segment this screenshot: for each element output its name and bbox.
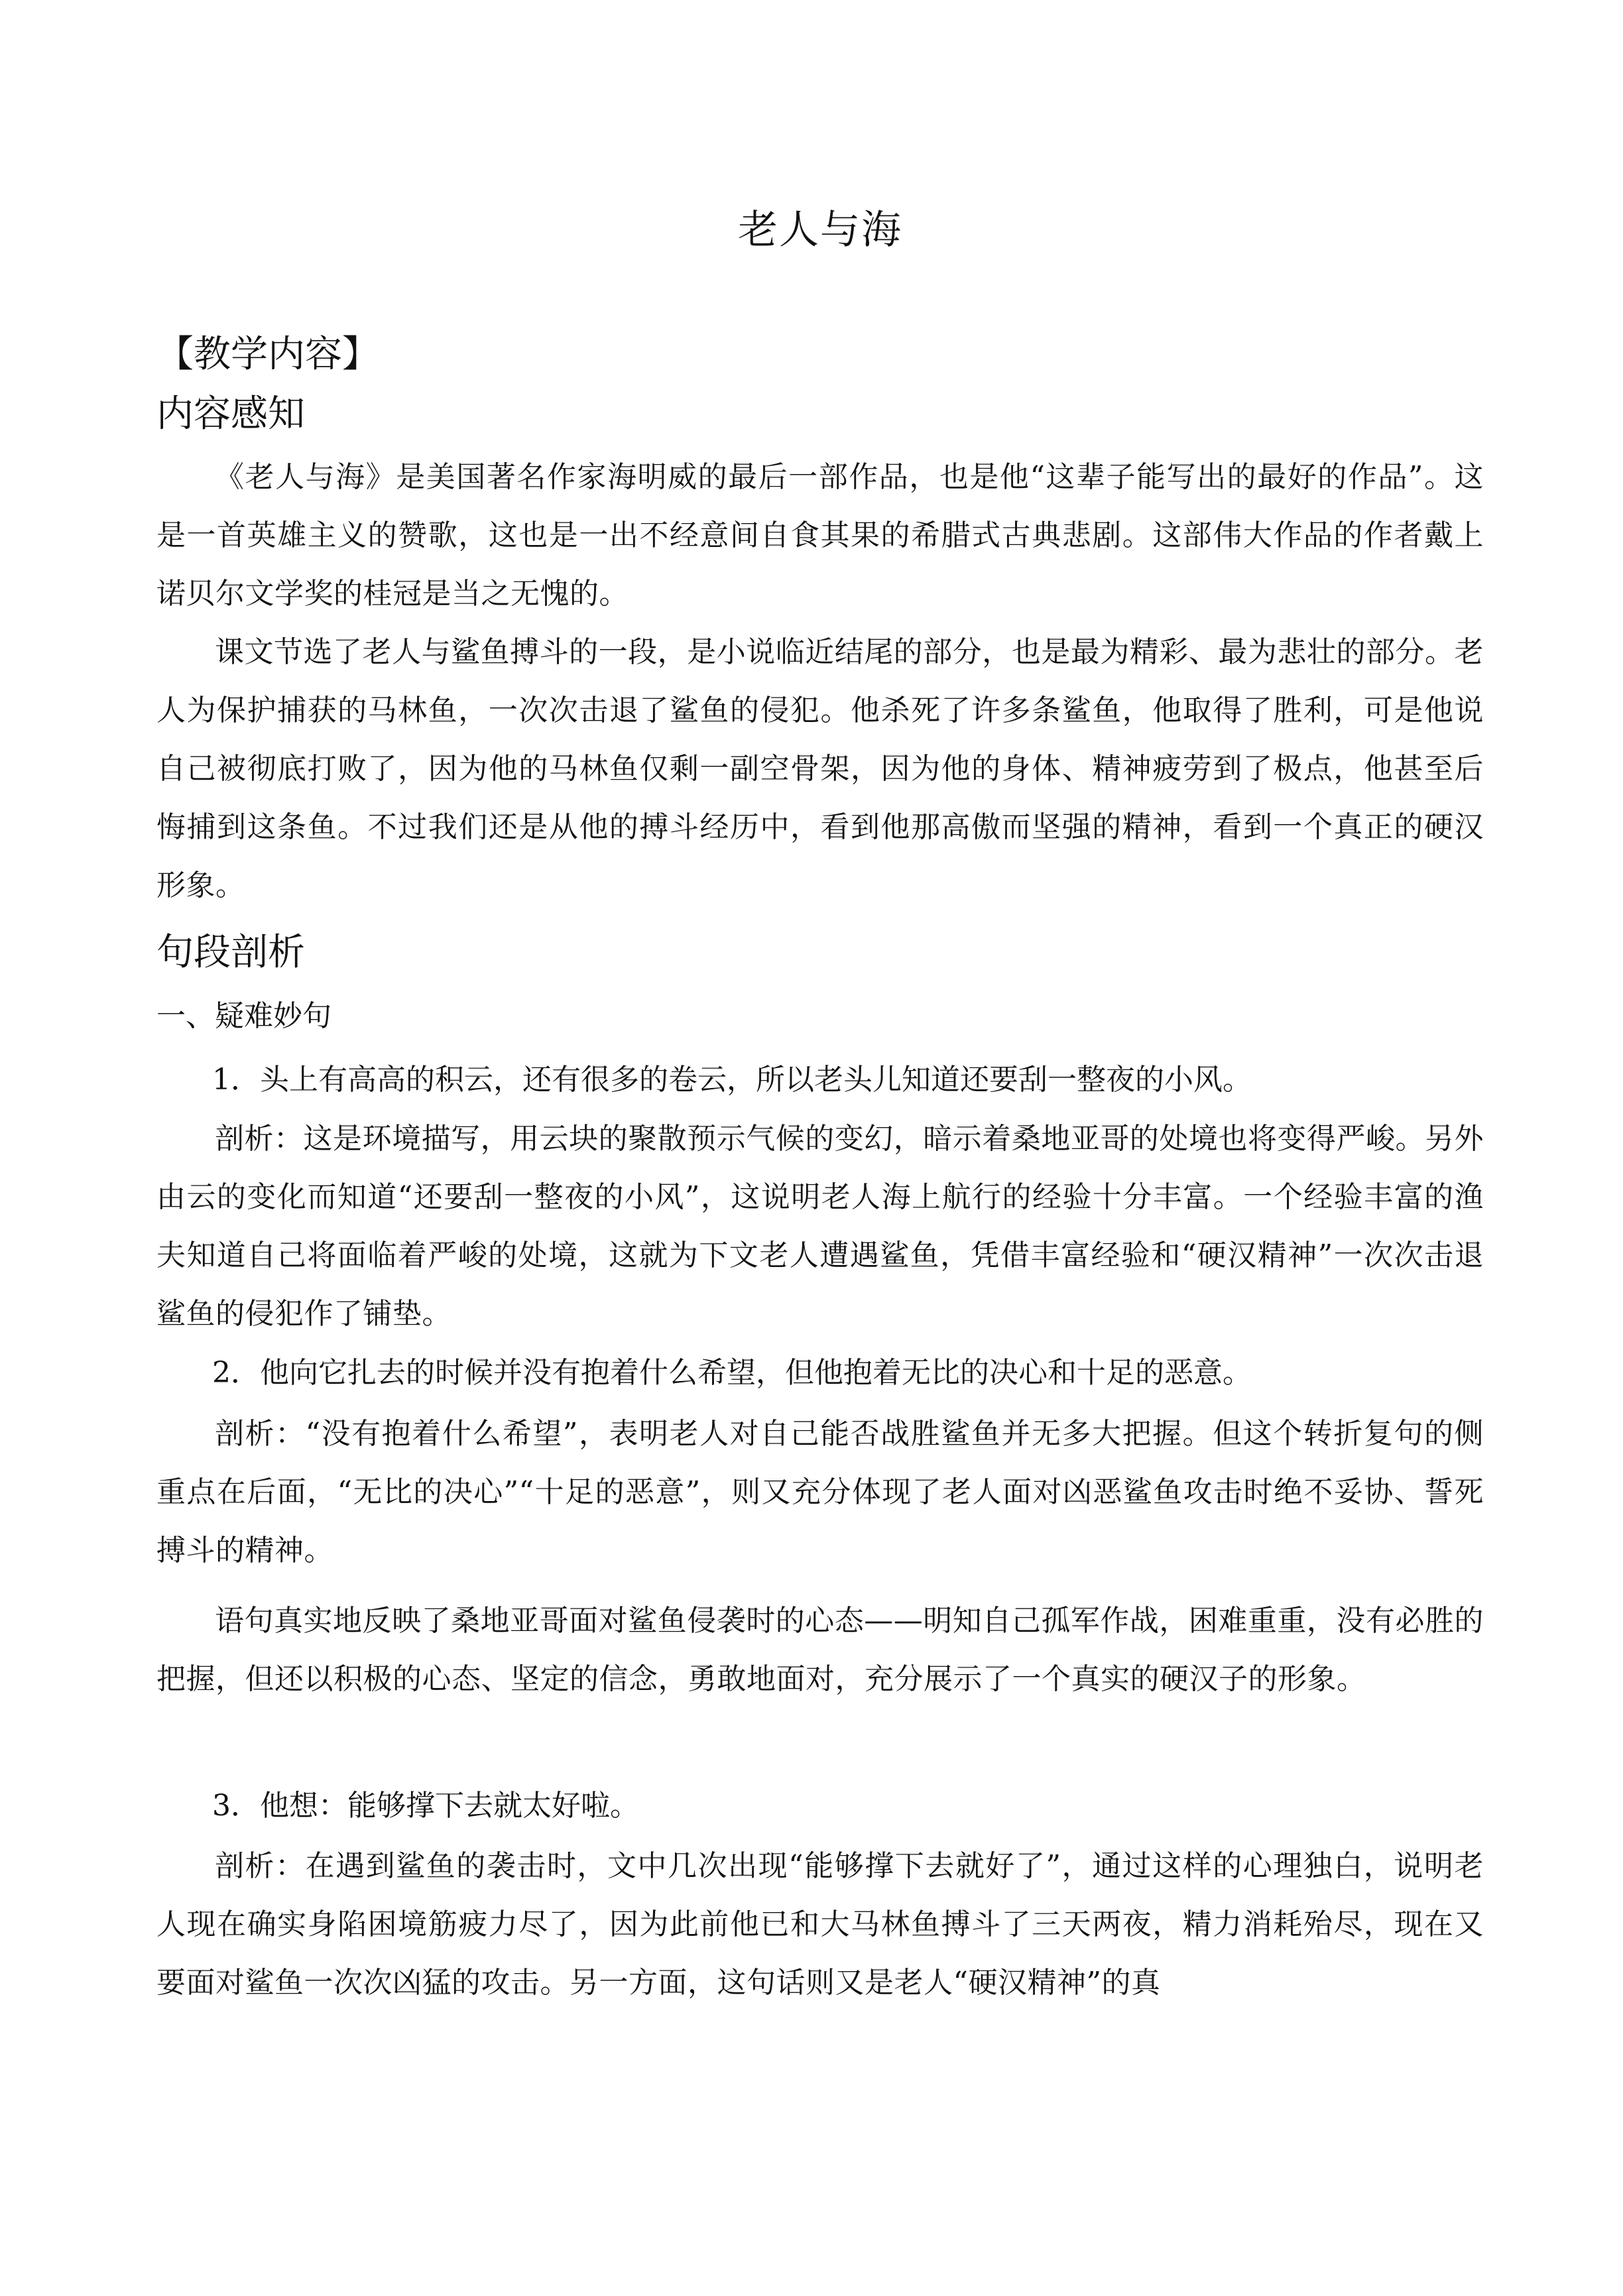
- sentence-2: 2．他向它扎去的时候并没有抱着什么希望，但他抱着无比的决心和十足的恶意。: [212, 1356, 1252, 1390]
- paragraph-intro: 《老人与海》是美国著名作家海明威的最后一部作品，也是他“这辈子能写出的最好的作品”。这是一首英雄主义的赞歌，这也是一出不经意间自食其果的希腊式古典悲剧。这部伟大作品的作者戴上诺贝尔文学奖的桂冠是当之无愧的。: [156, 460, 1484, 611]
- heading-sentence-analysis: 句段剖析: [156, 931, 305, 974]
- analysis-3: 剖析：在遇到鲨鱼的袭击时，文中几次出现“能够撑下去就好了”，通过这样的心理独白，说明老人现在确实身陷困境筋疲力尽了，因为此前他已和大马林鱼搏斗了三天两夜，精力消耗殆尽，现在又要面对鲨鱼一次次凶猛的攻击。另一方面，这句话则又是老人“硬汉精神”的真: [156, 1849, 1484, 2000]
- analysis-2-extra: 语句真实地反映了桑地亚哥面对鲨鱼侵袭时的心态——明知自己孤军作战，困难重重，没有必胜的把握，但还以积极的心态、坚定的信念，勇敢地面对，充分展示了一个真实的硬汉子的形象。: [156, 1604, 1484, 1696]
- analysis-2: 剖析：“没有抱着什么希望”，表明老人对自己能否战胜鲨鱼并无多大把握。但这个转折复句的侧重点在后面，“无比的决心”“十足的恶意”，则又充分体现了老人面对凶恶鲨鱼攻击时绝不妥协、誓死搏斗的精神。: [156, 1417, 1484, 1567]
- document-title: 老人与海: [738, 207, 902, 253]
- heading-difficult-sentences: 一、疑难妙句: [156, 999, 331, 1033]
- heading-content-perception: 内容感知: [156, 393, 305, 436]
- paragraph-excerpt-summary: 课文节选了老人与鲨鱼搏斗的一段，是小说临近结尾的部分，也是最为精彩、最为悲壮的部分。老人为保护捕获的马林鱼，一次次击退了鲨鱼的侵犯。他杀死了许多条鲨鱼，他取得了胜利，可是他说自己被彻底打败了，因为他的马林鱼仅剩一副空骨架，因为他的身体、精神疲劳到了极点，他甚至后悔捕到这条鱼。不过我们还是从他的搏斗经历中，看到他那高傲而坚强的精神，看到一个真正的硬汉形象。: [156, 635, 1484, 902]
- analysis-1: 剖析：这是环境描写，用云块的聚散预示气候的变幻，暗示着桑地亚哥的处境也将变得严峻。另外由云的变化而知道“还要刮一整夜的小风”，这说明老人海上航行的经验十分丰富。一个经验丰富的渔夫知道自己将面临着严峻的处境，这就为下文老人遭遇鲨鱼，凭借丰富经验和“硬汉精神”一次次击退鲨鱼的侵犯作了铺垫。: [156, 1122, 1484, 1331]
- section-heading-teaching-content: 【教学内容】: [156, 333, 379, 376]
- sentence-1: 1．头上有高高的积云，还有很多的卷云，所以老头儿知道还要刮一整夜的小风。: [212, 1063, 1252, 1097]
- sentence-3: 3．他想：能够撑下去就太好啦。: [212, 1789, 639, 1823]
